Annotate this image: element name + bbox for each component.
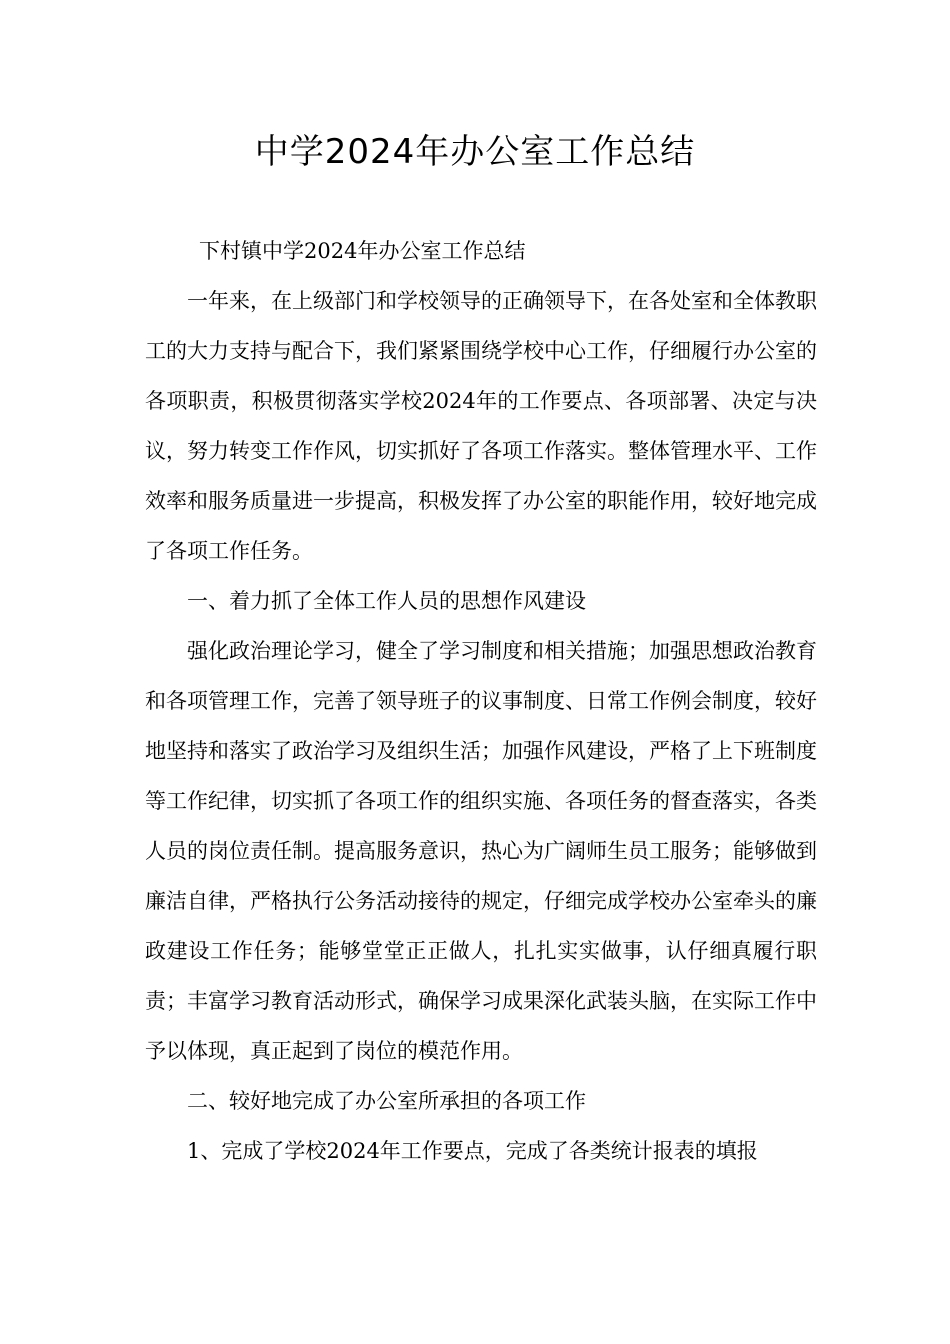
document-title: 中学2024年办公室工作总结: [254, 132, 696, 172]
document-subtitle: 下村镇中学2024年办公室工作总结: [199, 239, 526, 263]
document-body: [145, 226, 817, 1176]
section-heading-1: 一、着力抓了全体工作人员的思想作风建设: [187, 589, 586, 613]
section-heading-2: 二、较好地完成了办公室所承担的各项工作: [187, 1089, 586, 1113]
paragraph-section-1: 强化政治理论学习，健全了学习制度和相关措施；加强思想政治教育和各项管理工作，完善了领导班子的议事制度、日常工作例会制度，较好地坚持和落实了政治学习及组织生活；加强作风建设，严格了上下班制度等工作纪律，切实抓了各项工作的组织实施、各项任务的督查落实，各类人员的岗位责任制。提高服务意识，热心为广阔师生员工服务；能够做到廉洁自律，严格执行公务活动接待的规定，仔细完成学校办公室牵头的廉政建设工作任务；能够堂堂正正做人，扎扎实实做事，认仔细真履行职责；丰富学习教育活动形式，确保学习成果深化武装头脑，在实际工作中予以体现，真正起到了岗位的模范作用。: [145, 639, 817, 1063]
paragraph-section-2-item-1: 1、完成了学校2024年工作要点，完成了各类统计报表的填报: [187, 1139, 758, 1163]
paragraph-intro: 一年来，在上级部门和学校领导的正确领导下，在各处室和全体教职工的大力支持与配合下，我们紧紧围绕学校中心工作，仔细履行办公室的各项职责，积极贯彻落实学校2024年的工作要点、各项部署、决定与决议，努力转变工作作风，切实抓好了各项工作落实。整体管理水平、工作效率和服务质量进一步提高，积极发挥了办公室的职能作用，较好地完成了各项工作任务。: [145, 289, 817, 563]
